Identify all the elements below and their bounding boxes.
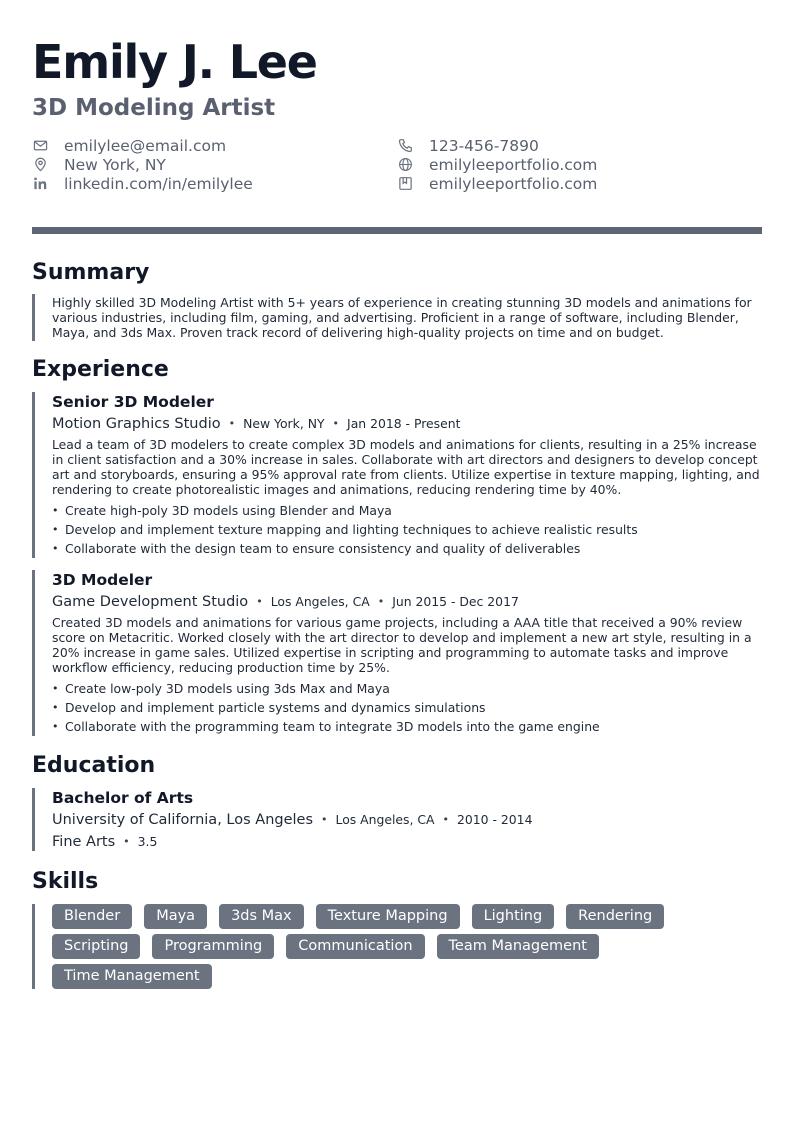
separator-dot: • bbox=[377, 595, 385, 608]
job-location: New York, NY bbox=[243, 416, 325, 431]
separator-dot: • bbox=[442, 813, 450, 826]
contact-location bbox=[32, 155, 397, 174]
contact-list bbox=[32, 136, 762, 193]
list-item: • Collaborate with the programming team to integrate 3D models into the game engine bbox=[52, 717, 762, 736]
summary-block bbox=[32, 294, 762, 341]
contact-website[interactable] bbox=[397, 155, 762, 174]
contact-email[interactable] bbox=[32, 136, 397, 155]
company-name: Game Development Studio bbox=[52, 594, 249, 610]
skill-tag: Texture Mapping bbox=[316, 904, 460, 929]
job-description: Lead a team of 3D modelers to create complex 3D models and animations for clients, resulting in a 25% increase in client satisfaction and a 30% increase in sales. Collaborate with art directors and designers to develop concept art and storyboards, ensuring a 95% approval rate from clients. Utilize expertise in texture mapping, lighting, and rendering to create photorealistic images and animations, reducing rendering time by 40%. bbox=[52, 437, 760, 497]
skill-tag: Team Management bbox=[437, 934, 599, 959]
separator-dot: • bbox=[123, 835, 130, 848]
contact-phone[interactable] bbox=[397, 136, 762, 155]
list-item: • Create high-poly 3D models using Blender and Maya bbox=[52, 501, 762, 520]
skill-tag: Communication bbox=[286, 934, 424, 959]
contact-text: emilyleeportfolio.com bbox=[429, 174, 598, 193]
school-location: Los Angeles, CA bbox=[335, 812, 435, 827]
experience-entry bbox=[32, 570, 762, 736]
field-of-study: Fine Arts bbox=[52, 834, 116, 850]
list-item: • Develop and implement particle systems and dynamics simulations bbox=[52, 698, 762, 717]
separator-dot: • bbox=[321, 813, 328, 826]
education-meta bbox=[52, 811, 762, 829]
position-title: 3D Modeler bbox=[52, 571, 153, 589]
experience-entry bbox=[32, 392, 762, 558]
phone-icon bbox=[397, 138, 413, 154]
skill-tag: Blender bbox=[52, 904, 132, 929]
skills-block bbox=[32, 904, 762, 989]
separator-dot: • bbox=[332, 417, 340, 430]
job-bullets bbox=[52, 679, 762, 736]
skill-tag: Scripting bbox=[52, 934, 140, 959]
education-field-row bbox=[52, 833, 762, 851]
gpa-value: 3.5 bbox=[137, 834, 158, 849]
candidate-name: Emily J. Lee bbox=[32, 35, 317, 89]
experience-heading: Experience bbox=[32, 357, 169, 382]
location-icon bbox=[32, 157, 48, 173]
job-bullets bbox=[52, 501, 762, 558]
job-dates: Jun 2015 - Dec 2017 bbox=[392, 594, 519, 609]
globe-icon bbox=[397, 157, 413, 173]
skill-tag: 3ds Max bbox=[219, 904, 304, 929]
position-meta bbox=[52, 593, 762, 611]
degree-title: Bachelor of Arts bbox=[52, 789, 194, 807]
contact-linkedin[interactable] bbox=[32, 174, 397, 193]
contact-text: 123-456-7890 bbox=[429, 136, 539, 155]
list-item: • Collaborate with the design team to ensure consistency and quality of deliverables bbox=[52, 539, 762, 558]
summary-text: Highly skilled 3D Modeling Artist with 5+ years of experience in creating stunning 3D models and animations for various industries, including film, gaming, and advertising. Proficient in a range of software, including Blender, Maya, and 3ds Max. Proven track record of delivering high-quality projects on time and on budget. bbox=[52, 295, 752, 340]
contact-text: New York, NY bbox=[64, 155, 166, 174]
summary-heading: Summary bbox=[32, 260, 150, 285]
education-heading: Education bbox=[32, 753, 156, 778]
contact-portfolio[interactable] bbox=[397, 174, 762, 193]
school-name: University of California, Los Angeles bbox=[52, 812, 314, 828]
skill-tag: Rendering bbox=[566, 904, 664, 929]
portfolio-icon bbox=[397, 176, 413, 192]
skill-tag: Maya bbox=[144, 904, 207, 929]
resume-page bbox=[32, 36, 762, 989]
position-meta bbox=[52, 415, 762, 433]
job-dates: Jan 2018 - Present bbox=[347, 416, 461, 431]
company-name: Motion Graphics Studio bbox=[52, 416, 221, 432]
skills-tag-list bbox=[52, 904, 762, 989]
education-dates: 2010 - 2014 bbox=[457, 812, 533, 827]
contact-text: emilylee@email.com bbox=[64, 136, 227, 155]
contact-text: emilyleeportfolio.com bbox=[429, 155, 598, 174]
linkedin-icon bbox=[32, 176, 48, 192]
education-entry bbox=[32, 788, 762, 851]
skill-tag: Programming bbox=[152, 934, 274, 959]
separator-dot: • bbox=[228, 417, 236, 430]
list-item: • Create low-poly 3D models using 3ds Max and Maya bbox=[52, 679, 762, 698]
job-description: Created 3D models and animations for various game projects, including a AAA title that received a 90% review score on Metacritic. Worked closely with the art director to develop and implement a new art style, resulting in a 20% increase in game sales. Utilized expertise in scripting and programming to automate tasks and improve workflow efficiency, reducing production time by 25%. bbox=[52, 615, 752, 675]
contact-text: linkedin.com/in/emilylee bbox=[64, 174, 253, 193]
job-title-heading: 3D Modeling Artist bbox=[32, 95, 276, 121]
separator-dot: • bbox=[256, 595, 263, 608]
skills-heading: Skills bbox=[32, 869, 99, 894]
job-location: Los Angeles, CA bbox=[270, 594, 370, 609]
skill-tag: Time Management bbox=[52, 964, 212, 989]
skill-tag: Lighting bbox=[472, 904, 555, 929]
position-title: Senior 3D Modeler bbox=[52, 393, 214, 411]
list-item: • Develop and implement texture mapping and lighting techniques to achieve realistic results bbox=[52, 520, 762, 539]
header-divider bbox=[32, 227, 762, 234]
mail-icon bbox=[32, 138, 48, 154]
